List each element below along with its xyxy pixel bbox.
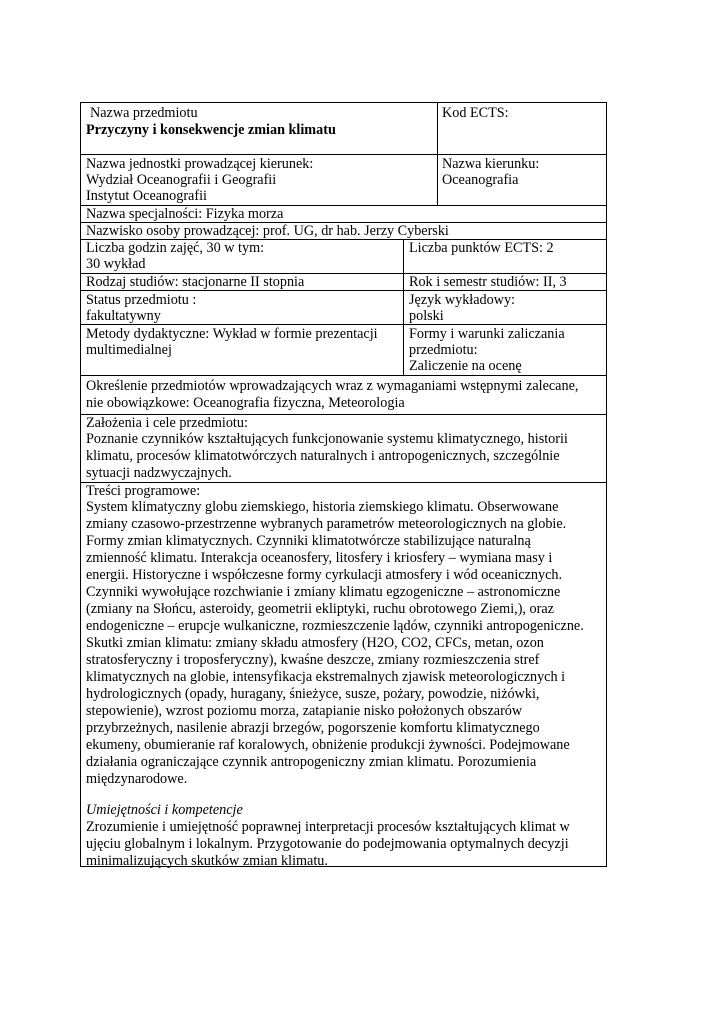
subject-name-label: Nazwa przedmiotu	[90, 105, 198, 121]
row-divider	[80, 154, 607, 155]
unit-line-2: Instytut Oceanografii	[86, 188, 207, 204]
unit-label: Nazwa jednostki prowadzącej kierunek:	[86, 156, 314, 172]
lecturer: Nazwisko osoby prowadzącej: prof. UG, dr hab. Jerzy Cyberski	[86, 223, 449, 239]
status-label: Status przedmiotu :	[86, 292, 197, 308]
program-line: Skutki zmian klimatu: zmiany składu atmosfery (H2O, CO2, CFCs, metan, ozon	[86, 635, 544, 651]
program-line: międzynarodowe.	[86, 771, 188, 787]
skills-line: ujęciu globalnym i lokalnym. Przygotowanie do podejmowania optymalnych decyzji	[86, 836, 569, 852]
methods-line-1: Metody dydaktyczne: Wykład w formie prezentacji	[86, 326, 378, 342]
skills-line: minimalizujących skutków zmian klimatu.	[86, 853, 328, 869]
prerequisites-line-2: nie obowiązkowe: Oceanografia fizyczna, Meteorologia	[86, 395, 405, 411]
methods-line-2: multimedialnej	[86, 342, 172, 358]
assessment-line-3: Zaliczenie na ocenę	[409, 358, 522, 374]
table-border-top	[80, 102, 607, 103]
program-line: Czynniki wywołujące rozchwianie i zmiany klimatu egzogeniczne – astronomiczne	[86, 584, 561, 600]
program-line: energii. Historyczne i współczesne formy cyrkulacji atmosfery i wód oceanicznych.	[86, 567, 563, 583]
program-line: stratosferyczny i troposferyczny), kwaśne deszcze, zmiany rozmieszczenia stref	[86, 652, 540, 668]
table-border-left	[80, 102, 81, 867]
program-line: System klimatyczny globu ziemskiego, historia ziemskiego klimatu. Obserwowane	[86, 499, 559, 515]
prerequisites-line-1: Określenie przedmiotów wprowadzających wraz z wymaganiami wstępnymi zalecane,	[86, 378, 579, 394]
ects-code-label: Kod ECTS:	[442, 105, 509, 121]
ects-points: Liczba punktów ECTS: 2	[409, 240, 554, 256]
year-semester: Rok i semestr studiów: II, 3	[409, 274, 567, 290]
hours-label: Liczba godzin zajęć, 30 w tym:	[86, 240, 265, 256]
unit-line-1: Wydział Oceanografii i Geografii	[86, 172, 277, 188]
status-value: fakultatywny	[86, 308, 161, 324]
language-value: polski	[409, 308, 444, 324]
program-line: Formy zmian klimatycznych. Czynniki klimatotwórcze stabilizujące naturalną	[86, 533, 531, 549]
program-line: hydrologicznych (opady, huragany, śnieżyce, susze, pożary, powodzie, niżówki,	[86, 686, 540, 702]
column-divider	[403, 239, 404, 375]
program-label: Treści programowe:	[86, 483, 201, 499]
program-line: (zmiany na Słońcu, asteroidy, geometrii ekliptyki, ruchu obrotowego Ziemi,), oraz	[86, 601, 554, 617]
skills-line: Zrozumienie i umiejętność poprawnej interpretacji procesów kształtujących klimat w	[86, 819, 570, 835]
skills-label: Umiejętności i kompetencje	[86, 802, 243, 818]
program-line: ekumeny, obumieranie raf koralowych, obniżenie produkcji żywności. Podejmowane	[86, 737, 570, 753]
language-label: Język wykładowy:	[409, 292, 515, 308]
program-line: zmienność klimatu. Interakcja oceanosfery, litosfery i kriosfery – wymiana masy i	[86, 550, 553, 566]
study-type: Rodzaj studiów: stacjonarne II stopnia	[86, 274, 305, 290]
specialization: Nazwa specjalności: Fizyka morza	[86, 206, 284, 222]
assessment-line-1: Formy i warunki zaliczania	[409, 326, 565, 342]
goals-label: Założenia i cele przedmiotu:	[86, 415, 248, 431]
assessment-line-2: przedmiotu:	[409, 342, 478, 358]
program-line: endogeniczne – erupcje wulkaniczne, rozmieszczenie lądów, czynniki antropogeniczne.	[86, 618, 584, 634]
program-line: zmiany czasowo-przestrzenne wybranych parametrów meteorologicznych na globie.	[86, 516, 567, 532]
program-line: działania ograniczające czynnik antropogeniczny zmian klimatu. Porozumienia	[86, 754, 537, 770]
goals-line: sytuacji nadzwyczajnych.	[86, 465, 232, 481]
row-divider	[80, 375, 607, 376]
subject-name-value: Przyczyny i konsekwencje zmian klimatu	[86, 122, 336, 138]
direction-value: Oceanografia	[442, 172, 519, 188]
hours-value: 30 wykład	[86, 256, 146, 272]
program-line: przybrzeżnych, nasilenie abrazji brzegów, pogorszenie komfortu klimatycznego	[86, 720, 540, 736]
program-line: klimatycznych na globie, intensyfikacja ekstremalnych zjawisk meteorologicznych i	[86, 669, 566, 685]
column-divider	[437, 102, 438, 206]
program-line: stepowienie), wzrost poziomu morza, zatapianie nisko położonych obszarów	[86, 703, 523, 719]
direction-label: Nazwa kierunku:	[442, 156, 540, 172]
table-border-right	[606, 102, 607, 867]
goals-line: Poznanie czynników kształtujących funkcjonowanie systemu klimatycznego, historii	[86, 431, 568, 447]
goals-line: klimatu, procesów klimatotwórczych naturalnych i antropogenicznych, szczególnie	[86, 448, 560, 464]
